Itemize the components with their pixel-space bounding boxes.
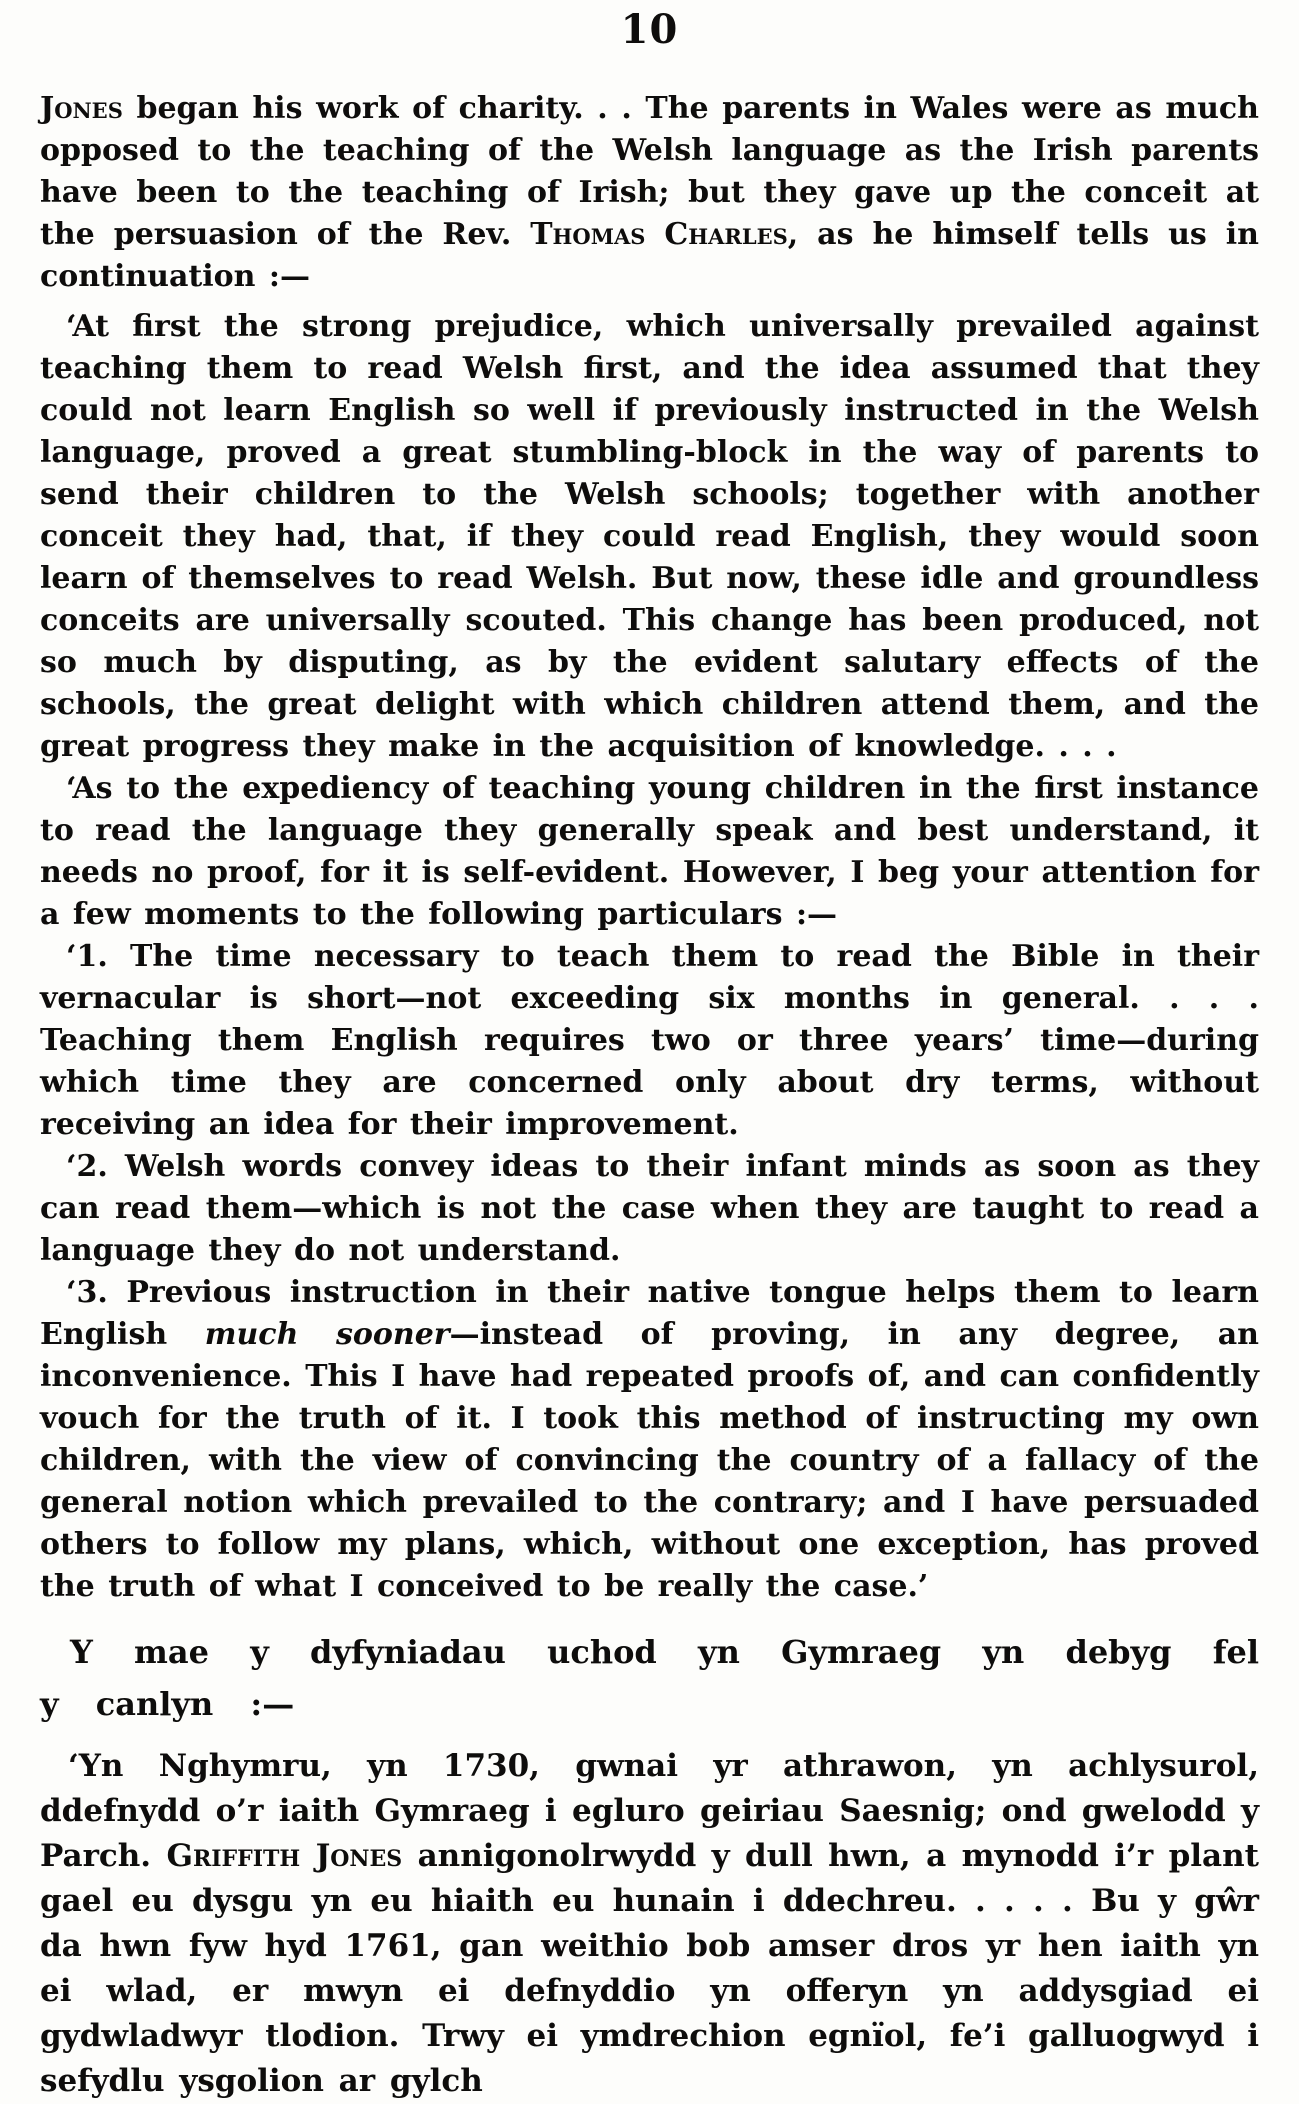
paragraph-welsh-intro [40,1626,1259,1730]
paragraph-text: annigonolrwydd y dull hwn, a mynodd i’r plant gael eu dysgu yn eu hiaith eu hunain i ddechreu. . . . . Bu y gŵr da hwn fyw hyd 1761, gan weithio bob amser dros yr hen iaith yn ei wlad, er mwyn ei defnyddio yn offeryn yn addysgiad ei gydwladwyr tlodion. Trwy ei ymdrechion egnïol, fe’i galluogwyd i sefydlu ysgolion ar gylch [40,1838,1259,2099]
italic-much-sooner: much sooner [204,1317,450,1352]
small-caps-griffith-jones: Griffith Jones [166,1838,403,1874]
paragraph-text: , as he himself tells us in continuation :— [40,217,1259,294]
paragraph-text: ‘1. The time necessary to teach them to read the Bible in their vernacular is short—not exceeding six months in general. . . . Teaching them English requires two or three years’ time—during which time they are concerned only about dry terms, without receiving an idea for their improvement. [40,939,1259,1142]
paragraph-text: —instead of proving, in any degree, an inconvenience. This I have had repeated proofs of, and can confidently vouch for the truth of it. I took this method of instructing my own children, with the view of convincing the country of a fallacy of the general notion which prevailed to the contrary; and I have persuaded others to follow my plans, which, without one exception, has proved the truth of what I conceived to be really the case.’ [40,1317,1259,1604]
paragraph-quote-point-2 [40,1146,1259,1272]
paragraph-text: ‘2. Welsh words convey ideas to their infant minds as soon as they can read them—which is not the case when they are taught to read a language they do not understand. [40,1149,1259,1268]
paragraph-text: ‘At first the strong prejudice, which universally prevailed against teaching them to read Welsh first, and the idea assumed that they could not learn English so well if previously instructed in the Welsh language, proved a great stumbling-block in the way of parents to send their children to the Welsh schools; together with another conceit they had, that, if they could read English, they would soon learn of themselves to read Welsh. But now, these idle and groundless conceits are universally scouted. This change has been produced, not so much by disputing, as by the evident salutary effects of the schools, the great delight with which children attend them, and the great progress they make in the acquisition of knowledge. . . . [40,309,1259,764]
small-caps-jones: Jones [40,91,123,126]
small-caps-thomas-charles: Thomas Charles [530,217,788,252]
paragraph-text: ‘3. Previous instruction in their native tongue helps them to learn English [40,1275,1259,1352]
paragraph-quote-expediency [40,768,1259,936]
paragraph-text: ‘As to the expediency of teaching young children in the first instance to read the language they generally speak and best understand, it needs no proof, for it is self-evident. However, I beg your attention for a few moments to the following particulars :— [40,771,1259,932]
paragraph-quote-point-3 [40,1272,1259,1608]
paragraph-continuation [40,88,1259,298]
paragraph-text: Y mae y dyfyniadau uchod yn Gymraeg yn debyg fel y canlyn :— [40,1633,1259,1723]
paragraph-quote-point-1 [40,936,1259,1146]
paragraph-text: began his work of charity. . . The parents in Wales were as much opposed to the teaching of the Welsh language as the Irish parents have been to the teaching of Irish; but they gave up the conceit at the persuasion of the Rev. [40,91,1259,252]
paragraph-welsh-quote [40,1744,1259,2104]
paragraph-quote-at-first [40,306,1259,768]
page-number: 10 [620,6,679,53]
paragraph-text: ‘Yn Nghymru, yn 1730, gwnai yr athrawon, yn achlysurol, ddefnydd o’r iaith Gymraeg i egluro geiriau Saesnig; ond gwelodd y Parch. [40,1748,1259,1874]
